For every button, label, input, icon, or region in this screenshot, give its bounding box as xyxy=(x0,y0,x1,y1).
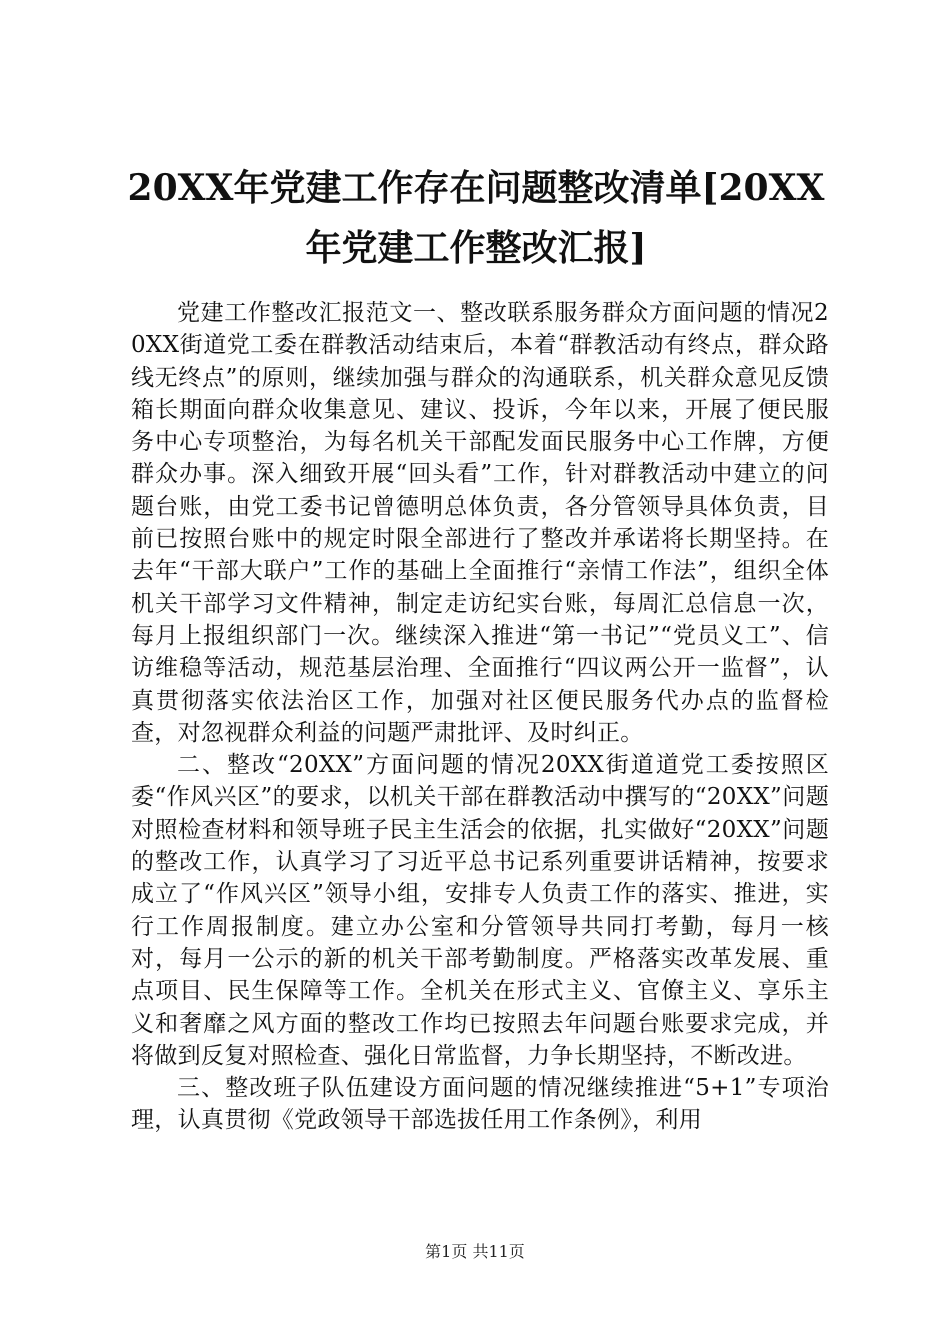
paragraph-2: 二、整改“20XX”方面问题的情况20XX街道道党工委按照区委“作风兴区”的要求，以机关干部在群教活动中撰写的“20XX”问题对照检查材料和领导班子民主生活会的依据，扎实做好“20XX”问题的整改工作，认真学习了习近平总书记系列重要讲话精神，按要求成立了“作风兴区”领导小组，安排专人负责工作的落实、推进，实行工作周报制度。建立办公室和分管领导共同打考勤，每月一核对，每月一公示的新的机关干部考勤制度。严格落实改革发展、重点项目、民生保障等工作。全机关在形式主义、官僚主义、享乐主义和奢靡之风方面的整改工作均已按照去年问题台账要求完成，并将做到反复对照检查、强化日常监督，力争长期坚持，不断改进。 xyxy=(131,752,829,1069)
page-footer: 第1页 共11页 xyxy=(425,1242,525,1261)
paragraph-3: 三、整改班子队伍建设方面问题的情况继续推进“5+1”专项治理，认真贯彻《党政领导干部选拔任用工作条例》，利用 xyxy=(131,1075,829,1134)
document-title: 20XX年党建工作存在问题整改清单[20XX年党建工作整改汇报] xyxy=(127,167,825,269)
paragraph-1: 党建工作整改汇报范文一、整改联系服务群众方面问题的情况20XX街道党工委在群教活动结束后，本着“群教活动有终点，群众路线无终点”的原则，继续加强与群众的沟通联系，机关群众意见反馈箱长期面向群众收集意见、建议、投诉，今年以来，开展了便民服务中心专项整治，为每名机关干部配发面民服务中心工作牌，方便群众办事。深入细致开展“回头看”工作，针对群教活动中建立的问题台账，由党工委书记曾德明总体负责，各分管领导具体负责，目前已按照台账中的规定时限全部进行了整改并承诺将长期坚持。在去年“干部大联户”工作的基础上全面推行“亲情工作法”，组织全体机关干部学习文件精神，制定走访纪实台账，每周汇总信息一次，每月上报组织部门一次。继续深入推进“第一书记”“党员义工”、信访维稳等活动，规范基层治理、全面推行“四议两公开一监督”，认真贯彻落实依法治区工作，加强对社区便民服务代办点的监督检查，对忽视群众利益的问题严肃批评、及时纠正。 xyxy=(131,300,829,746)
document-body xyxy=(131,297,829,1137)
